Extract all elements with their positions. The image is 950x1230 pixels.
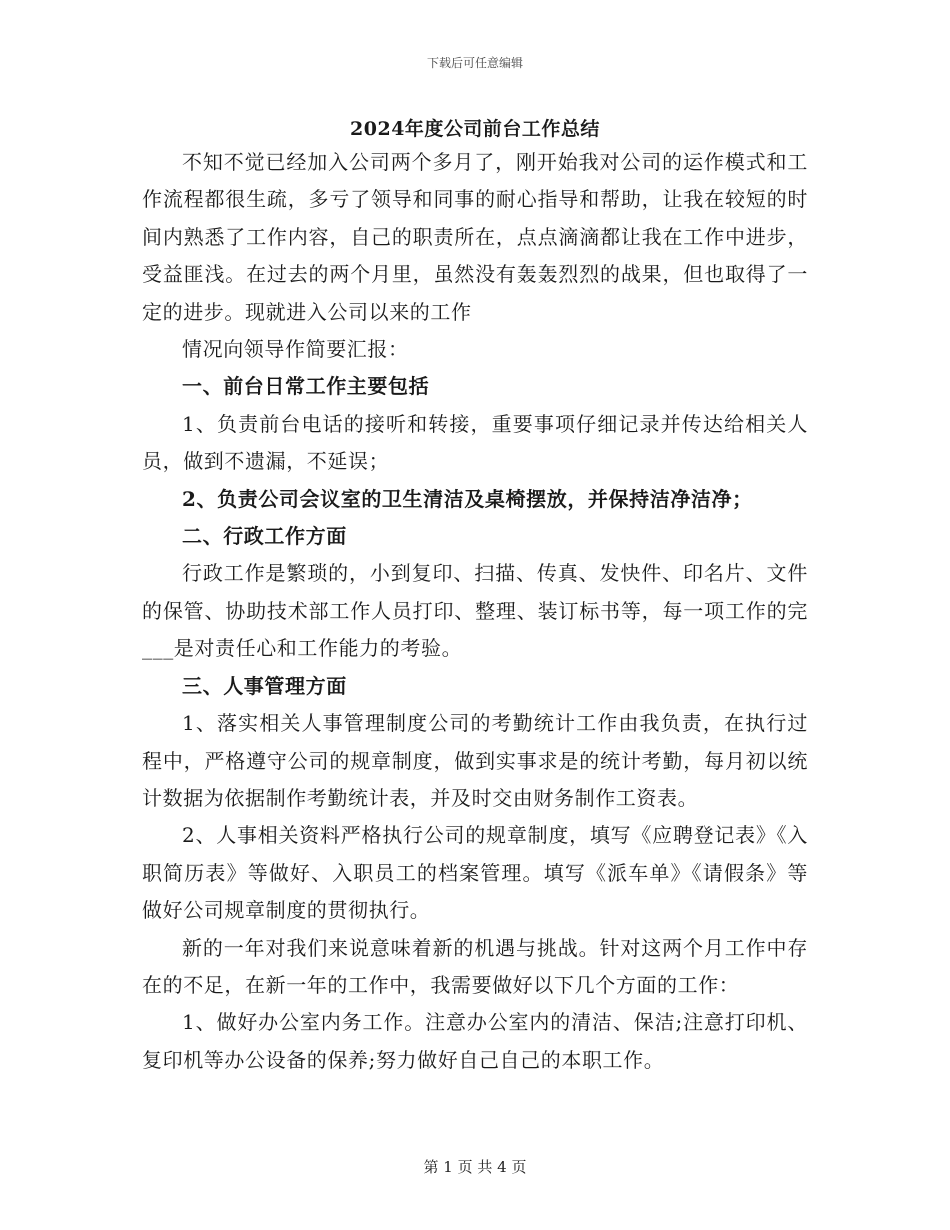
section-heading: 三、人事管理方面 [182,673,347,698]
document-body [142,144,808,1079]
paragraph: 新的一年对我们来说意味着新的机遇与挑战。针对这两个月工作中存在的不足，在新一年的工作中，我需要做好以下几个方面的工作： [142,935,808,997]
paragraph: 2、人事相关资料严格执行公司的规章制度，填写《应聘登记表》《入职简历表》等做好、入职员工的档案管理。填写《派车单》《请假条》等做好公司规章制度的贯彻执行。 [142,823,808,923]
header-note: 下载后可任意编辑 [426,56,523,70]
section-heading: 一、前台日常工作主要包括 [182,374,430,399]
document-title: 2024年度公司前台工作总结 [350,118,600,140]
page-number: 第 1 页 共 4 页 [423,1158,527,1176]
paragraph: 情况向领导作简要汇报： [182,337,409,362]
paragraph: 2、负责公司会议室的卫生清洁及桌椅摆放，并保持洁净洁净； [182,486,753,511]
paragraph: 不知不觉已经加入公司两个多月了，刚开始我对公司的运作模式和工作流程都很生疏，多亏了领导和同事的耐心指导和帮助，让我在较短的时间内熟悉了工作内容，自己的职责所在，点点滴滴都让我在工作中进步，受益匪浅。在过去的两个月里，虽然没有轰轰烈烈的战果，但也取得了一定的进步。现就进入公司以来的工作 [142,150,808,324]
paragraph: 行政工作是繁琐的，小到复印、扫描、传真、发快件、印名片、文件的保管、协助技术部工作人员打印、整理、装订标书等，每一项工作的完___是对责任心和工作能力的考验。 [142,561,808,661]
paragraph: 1、做好办公室内务工作。注意办公室内的清洁、保洁;注意打印机、复印机等办公设备的保养;努力做好自己自己的本职工作。 [142,1010,808,1072]
paragraph: 1、负责前台电话的接听和转接，重要事项仔细记录并传达给相关人员，做到不遗漏，不延误； [142,411,808,474]
paragraph: 1、落实相关人事管理制度公司的考勤统计工作由我负责，在执行过程中，严格遵守公司的规章制度，做到实事求是的统计考勤，每月初以统计数据为依据制作考勤统计表，并及时交由财务制作工资表。 [142,711,808,810]
section-heading: 二、行政工作方面 [182,524,347,549]
